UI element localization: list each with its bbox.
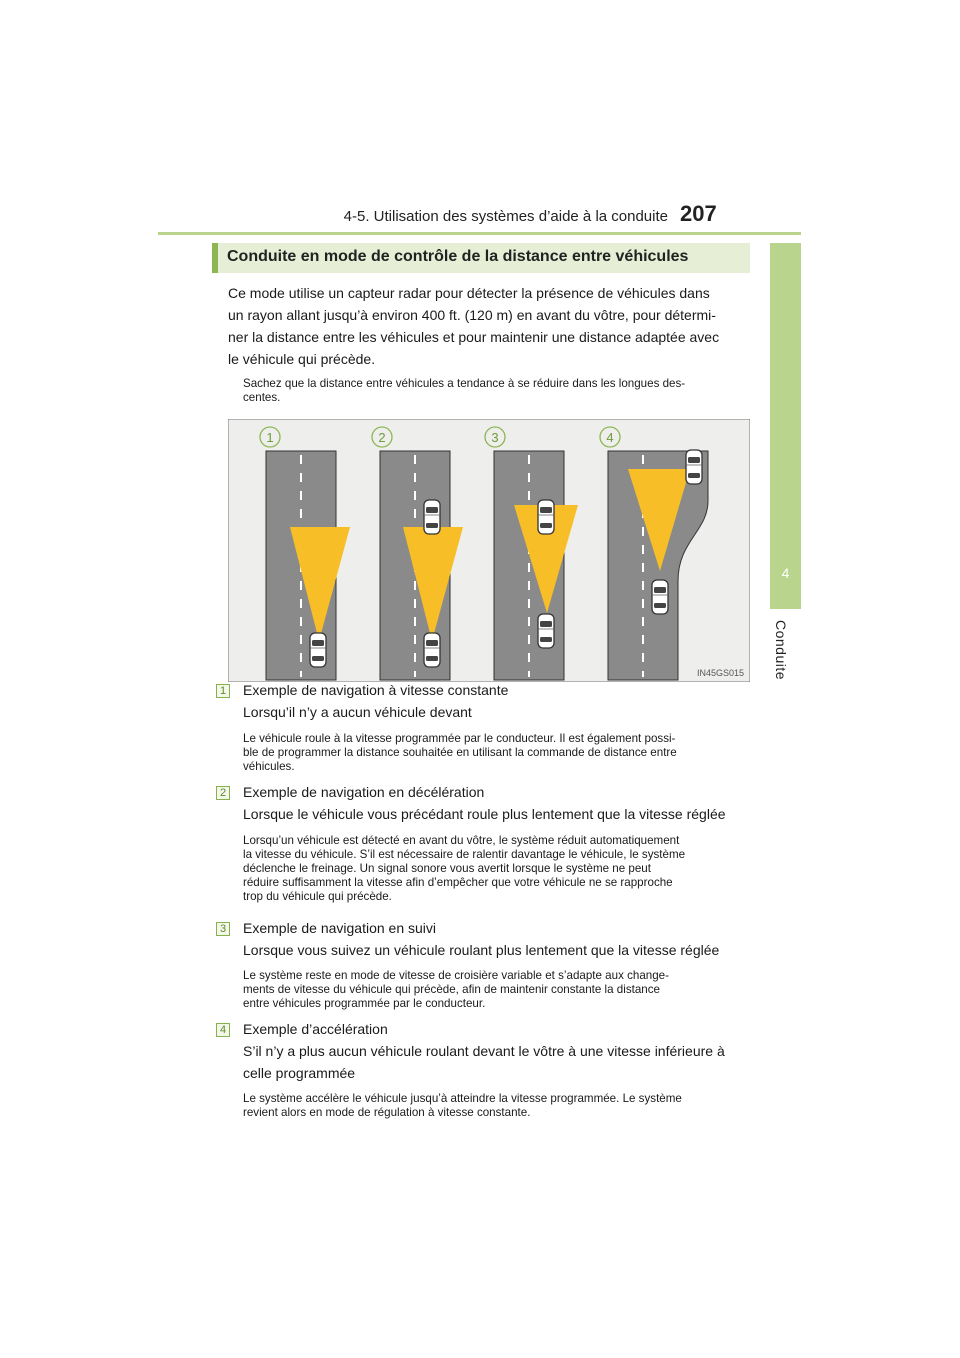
intro-line: le véhicule qui précède. [228, 351, 376, 367]
item-detail-line: revient alors en mode de régulation à vitesse constante. [243, 1106, 531, 1119]
item-subtitle: Lorsque le véhicule vous précédant roule plus lentement que la vitesse réglée [243, 806, 726, 822]
header-rule [158, 232, 801, 235]
page-number: 207 [680, 201, 717, 226]
vehicle-changing-lane [686, 450, 702, 484]
item-detail-line: déclenche le freinage. Un signal sonore vous avertit lorsque le système ne peut [243, 862, 651, 875]
item-detail-line: ments de vitesse du véhicule qui précède, afin de maintenir constante la distance [243, 983, 660, 996]
item-detail-line: trop du véhicule qui précède. [243, 890, 392, 903]
chapter-label: Conduite [773, 620, 789, 681]
item-badge: 1 [216, 684, 230, 698]
intro-line: Ce mode utilise un capteur radar pour détecter la présence de véhicules dans [228, 285, 710, 301]
item-detail-line: Le système reste en mode de vitesse de croisière variable et s’adapte aux change- [243, 969, 669, 982]
item-title: Exemple d’accélération [243, 1021, 388, 1037]
intro-line: un rayon allant jusqu’à environ 400 ft. (120 m) en avant du vôtre, pour détermi- [228, 307, 716, 323]
item-detail-line: Le véhicule roule à la vitesse programmée par le conducteur. Il est également possi- [243, 732, 676, 745]
preceding-vehicle [424, 500, 440, 534]
scenario-label-text: 4 [606, 430, 614, 445]
item-detail-line: ble de programmer la distance souhaitée en utilisant la commande de distance entre [243, 746, 677, 759]
item-subtitle: S’il n’y a plus aucun véhicule roulant devant le vôtre à une vitesse inférieure à [243, 1043, 725, 1059]
item-badge: 3 [216, 922, 230, 936]
item-detail-line: Le système accélère le véhicule jusqu’à atteindre la vitesse programmée. Le système [243, 1092, 682, 1105]
item-title: Exemple de navigation en décélération [243, 784, 485, 800]
item-badge: 2 [216, 786, 230, 800]
item-title: Exemple de navigation en suivi [243, 920, 437, 936]
item-detail-line: Lorsqu’un véhicule est détecté en avant du vôtre, le système réduit automatiquement [243, 834, 680, 847]
chapter-tab [770, 243, 801, 609]
radar-diagram [228, 419, 750, 682]
scenario-label-text: 3 [491, 430, 499, 445]
item-detail-line: entre véhicules programmée par le conducteur. [243, 997, 486, 1010]
figure-code: IN45GS015 [696, 668, 744, 678]
item-subtitle: Lorsqu’il n’y a aucun véhicule devant [243, 704, 472, 720]
item-title: Exemple de navigation à vitesse constante [243, 682, 509, 698]
own-vehicle [652, 580, 668, 614]
chapter-number: 4 [781, 565, 790, 581]
scenario-label-text: 2 [378, 430, 386, 445]
item-subtitle: celle programmée [243, 1065, 356, 1081]
intro-line: ner la distance entre les véhicules et pour maintenir une distance adaptée avec [228, 329, 720, 345]
own-vehicle [424, 633, 440, 667]
section-heading: Conduite en mode de contrôle de la distance entre véhicules [212, 243, 750, 273]
item-detail-line: la vitesse du véhicule. S’il est nécessaire de ralentir davantage le véhicule, le système [243, 848, 686, 861]
item-detail-line: réduire suffisamment la vitesse afin d’empêcher que votre véhicule ne se rapproche [243, 876, 673, 889]
preceding-vehicle [538, 500, 554, 534]
item-detail-line: véhicules. [243, 760, 295, 773]
item-badge: 4 [216, 1023, 230, 1037]
scenario-label-text: 1 [266, 430, 274, 445]
note-line: centes. [243, 391, 281, 404]
own-vehicle [538, 614, 554, 648]
note-line: Sachez que la distance entre véhicules a tendance à se réduire dans les longues des- [243, 377, 686, 390]
running-header: 4-5. Utilisation des systèmes d’aide à la conduite [343, 208, 668, 225]
item-subtitle: Lorsque vous suivez un véhicule roulant plus lentement que la vitesse réglée [243, 942, 720, 958]
own-vehicle [310, 633, 326, 667]
